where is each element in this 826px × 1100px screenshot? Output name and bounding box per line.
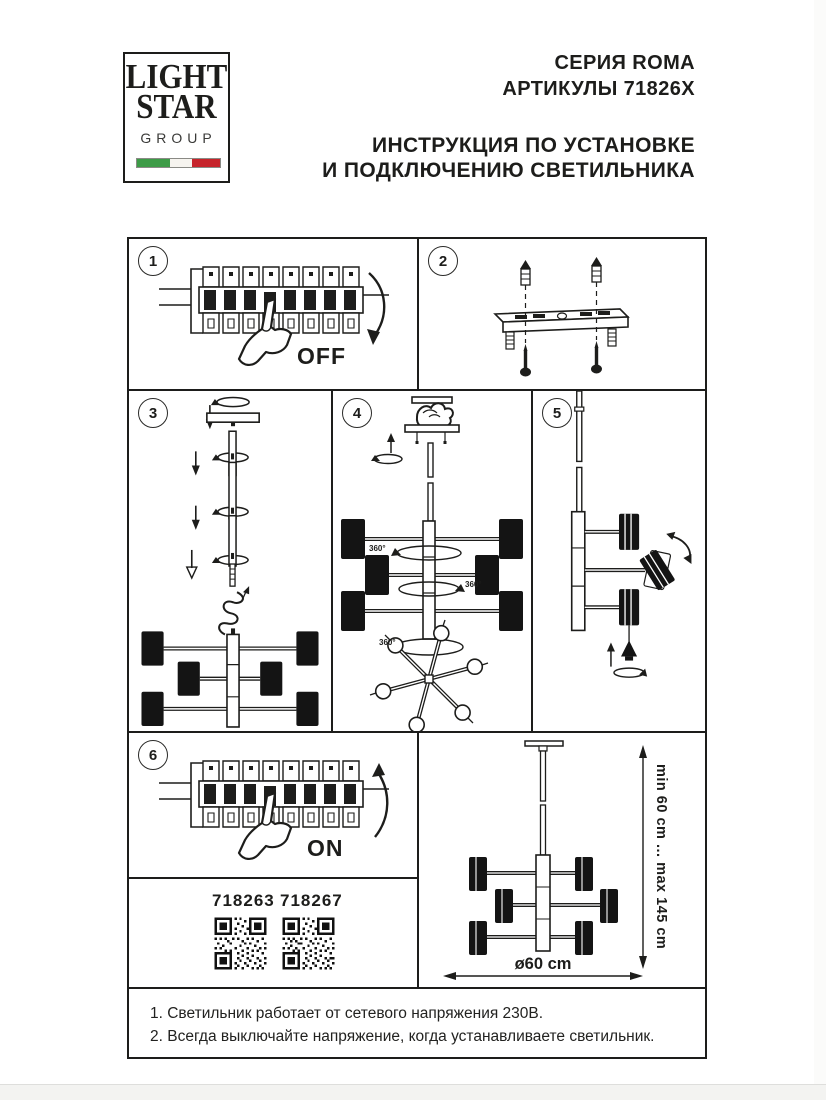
rotation-angle-label: 360° bbox=[369, 544, 386, 553]
instruction-title-line1: ИНСТРУКЦИЯ ПО УСТАНОВКЕ bbox=[371, 134, 695, 157]
chandelier-side-view bbox=[341, 519, 523, 655]
flag-green bbox=[137, 159, 170, 167]
scan-page-edge-bottom bbox=[0, 1084, 826, 1100]
down-arrow-icon bbox=[192, 506, 200, 530]
flag-red bbox=[192, 159, 220, 167]
lamp-shade bbox=[341, 519, 365, 559]
lamp-shade bbox=[619, 514, 639, 550]
note-line-2: 2. Всегда выключайте напряжение, когда устанавливаете светильник. bbox=[150, 1028, 655, 1045]
dimensions-panel bbox=[419, 733, 705, 987]
threaded-stud bbox=[506, 332, 514, 349]
rotate-arrow-icon bbox=[217, 398, 249, 407]
off-label: OFF bbox=[297, 343, 346, 369]
notes-box bbox=[127, 987, 707, 1059]
qr-code-right bbox=[282, 917, 335, 970]
series-title: СЕРИЯ ROMA bbox=[554, 52, 695, 74]
lamp-shade bbox=[619, 589, 639, 625]
on-label: ON bbox=[307, 835, 344, 861]
central-column bbox=[536, 855, 550, 951]
cable-squiggle bbox=[219, 592, 243, 634]
ceiling-bracket bbox=[412, 397, 452, 403]
diameter-label: ø60 cm bbox=[514, 955, 572, 973]
lamp-shade bbox=[141, 631, 163, 665]
step-6-number-badge: 6 bbox=[138, 740, 168, 770]
lamp-shade bbox=[296, 692, 318, 726]
height-dimension-arrow bbox=[639, 745, 647, 969]
down-arrow-icon bbox=[187, 550, 197, 578]
step-3-number-badge: 3 bbox=[138, 398, 168, 428]
mounting-bracket-illustration bbox=[419, 239, 705, 389]
arrow-up-curve bbox=[375, 771, 387, 837]
articles-title: АРТИКУЛЫ 71826X bbox=[502, 78, 695, 100]
instruction-title-line2: И ПОДКЛЮЧЕНИЮ СВЕТИЛЬНИКА bbox=[322, 159, 695, 182]
logo-word-star: STAR bbox=[136, 86, 217, 127]
step-4-panel bbox=[333, 391, 533, 733]
lamp-shade bbox=[296, 631, 318, 665]
height-range-label: min 60 cm ... max 145 cm bbox=[653, 764, 669, 950]
logo-word-light: LIGHT bbox=[125, 56, 228, 97]
central-column bbox=[572, 512, 585, 631]
breaker-off-illustration bbox=[129, 239, 417, 389]
logo-word-group: GROUP bbox=[140, 130, 217, 146]
note-line-1: 1. Светильник работает от сетевого напряжения 230В. bbox=[150, 1005, 544, 1022]
steps-grid bbox=[127, 237, 707, 989]
step-3-panel bbox=[129, 391, 333, 733]
lamp-shade bbox=[499, 591, 523, 631]
arrow-down-curve bbox=[369, 273, 384, 335]
shade-adjustment-illustration bbox=[533, 391, 705, 731]
lamp-shade bbox=[475, 555, 499, 595]
wall-plug-icon bbox=[520, 260, 531, 285]
rotation-angle-label: 360° bbox=[379, 638, 396, 647]
threaded-stud bbox=[608, 329, 616, 346]
down-arrow-icon bbox=[192, 451, 200, 475]
lamp-shade bbox=[260, 662, 282, 696]
lamp-shade bbox=[341, 591, 365, 631]
up-arrow-icon bbox=[607, 642, 615, 666]
breaker-on-illustration bbox=[129, 733, 417, 877]
flag-white bbox=[170, 159, 192, 167]
step-2-panel bbox=[419, 239, 705, 391]
canopy-bar bbox=[207, 413, 259, 422]
step-5-panel bbox=[533, 391, 705, 733]
article-code-left: 718263 bbox=[212, 891, 275, 910]
screw-icon bbox=[520, 344, 531, 377]
qr-codes-panel bbox=[129, 879, 419, 987]
tilted-lamp-shade bbox=[639, 532, 691, 591]
lamp-shade bbox=[365, 555, 389, 595]
rod-segment bbox=[428, 483, 433, 521]
article-code-right: 718267 bbox=[280, 891, 343, 910]
scan-page-edge-right bbox=[814, 0, 826, 1084]
up-arrow-icon bbox=[387, 433, 395, 453]
italian-flag-bar bbox=[136, 158, 221, 168]
light-bulb-icon bbox=[621, 625, 637, 660]
arrowhead-up-icon bbox=[372, 763, 385, 777]
header-titles bbox=[322, 50, 695, 183]
rod-segment bbox=[428, 443, 433, 477]
threaded-connector bbox=[230, 564, 235, 586]
qr-code-left bbox=[214, 917, 267, 970]
ceiling-plate bbox=[525, 741, 563, 746]
step-4-number-badge: 4 bbox=[342, 398, 372, 428]
step-6-panel bbox=[129, 733, 419, 879]
lamp-shade bbox=[499, 519, 523, 559]
step-1-panel bbox=[129, 239, 419, 391]
rotate-arrow-icon bbox=[614, 668, 644, 677]
rod-assembly-illustration bbox=[129, 391, 331, 731]
rotation-angle-label: 360° bbox=[465, 580, 482, 589]
chandelier-assembly-illustration bbox=[333, 391, 531, 731]
lightstar-logo bbox=[123, 52, 230, 183]
lamp-shade bbox=[141, 692, 163, 726]
lamp-shade bbox=[178, 662, 200, 696]
wall-plug-icon bbox=[591, 257, 602, 282]
chandelier-body bbox=[141, 628, 318, 727]
screw-icon bbox=[591, 341, 602, 374]
step-2-number-badge: 2 bbox=[428, 246, 458, 276]
step-5-number-badge: 5 bbox=[542, 398, 572, 428]
canopy-plate bbox=[405, 425, 459, 432]
step-1-number-badge: 1 bbox=[138, 246, 168, 276]
